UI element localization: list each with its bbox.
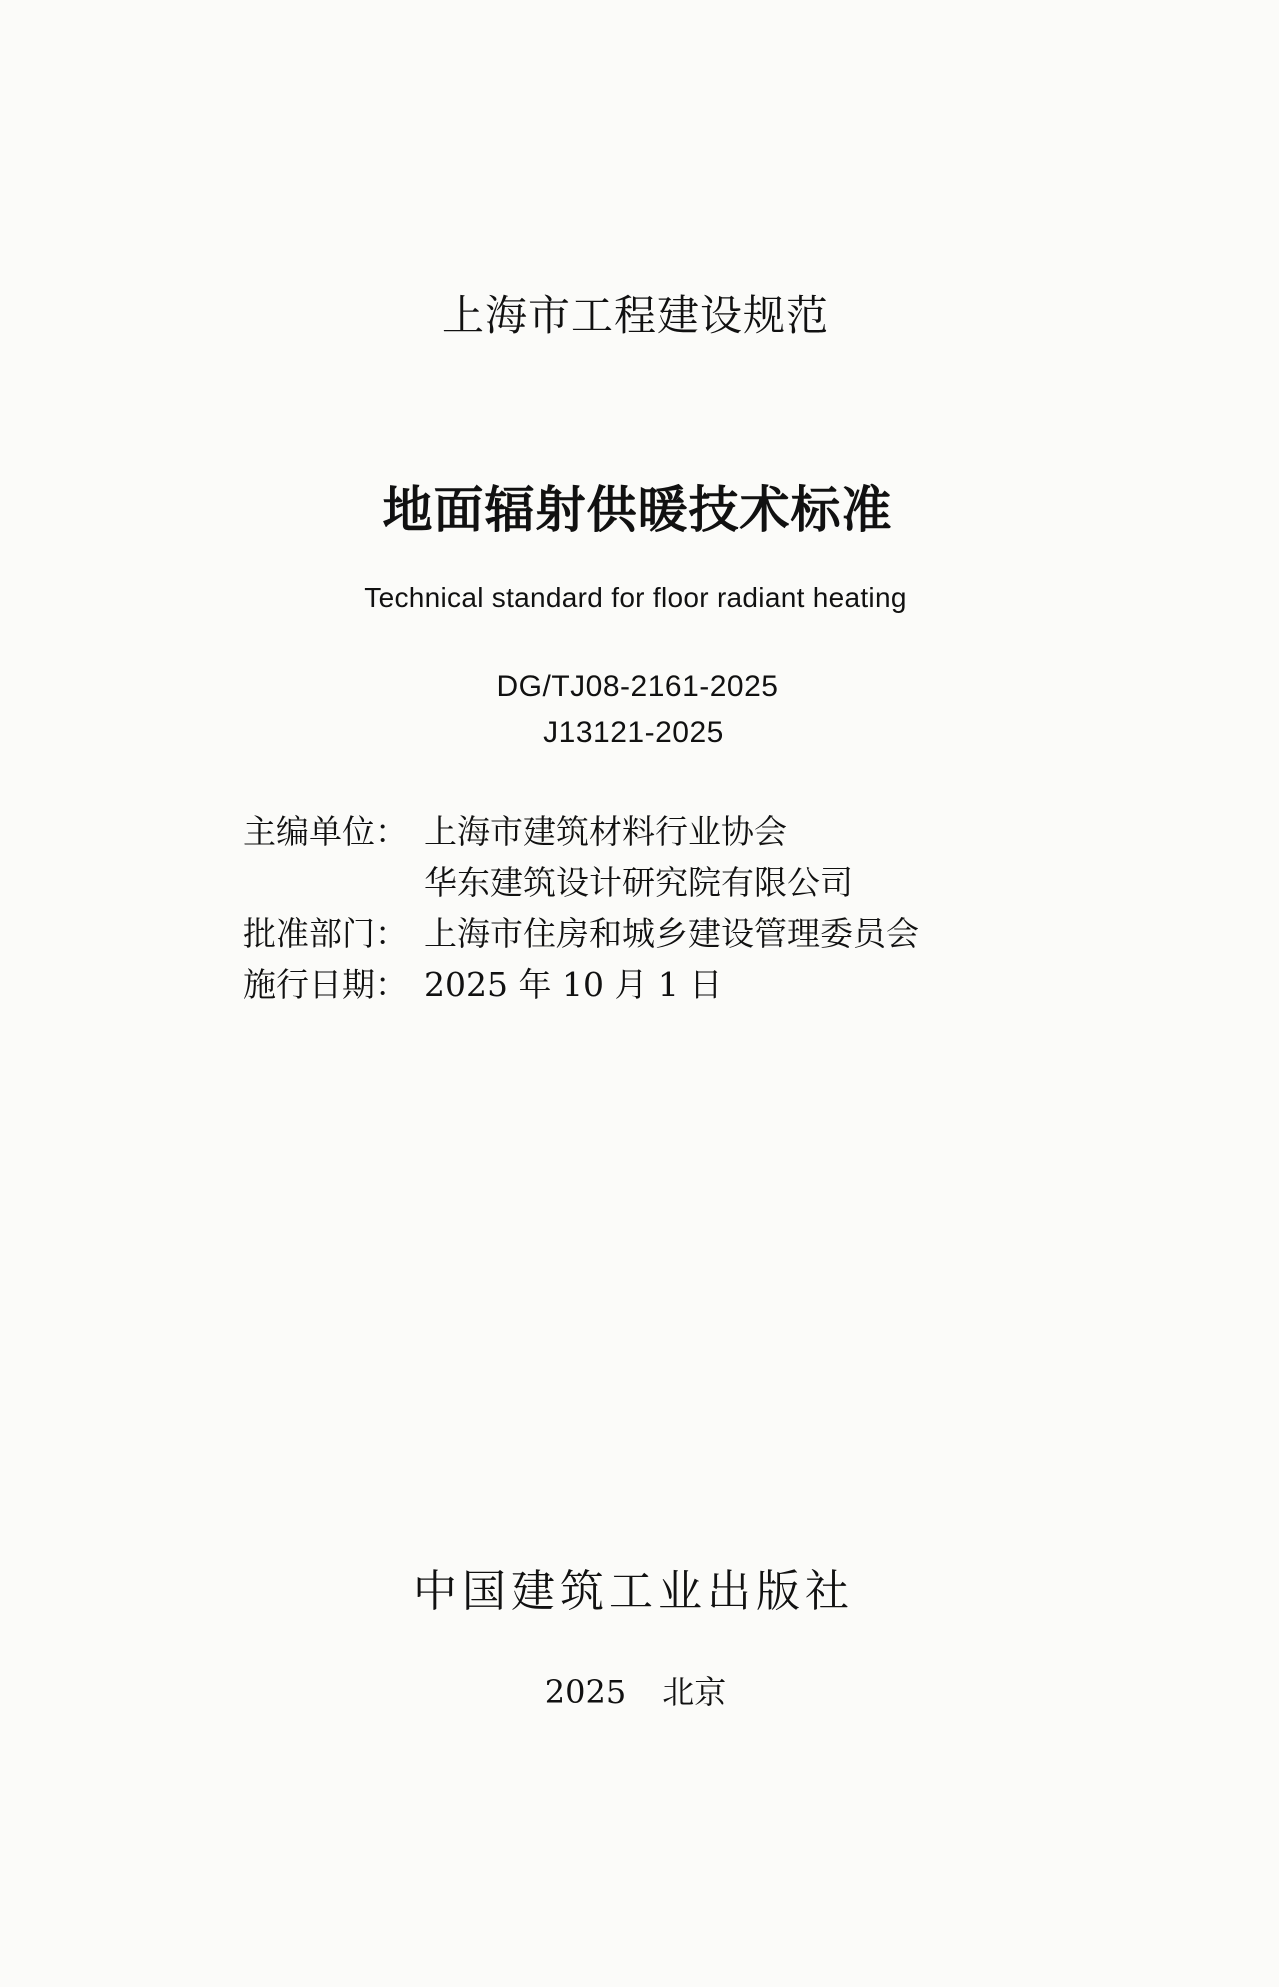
effective-date: 2025 年 10 月 1 日 bbox=[424, 965, 723, 1004]
standard-title-chinese: 地面辐射供暖技术标准 bbox=[382, 481, 893, 539]
approval-row bbox=[243, 908, 919, 959]
record-code: J13121-2025 bbox=[543, 716, 724, 749]
publication-city: 北京 bbox=[662, 1673, 727, 1711]
effective-date-row bbox=[243, 959, 919, 1010]
standard-title-english: Technical standard for floor radiant heating bbox=[364, 582, 907, 613]
chief-editor-unit: 上海市建筑材料行业协会 bbox=[424, 812, 787, 851]
standard-code: DG/TJ08-2161-2025 bbox=[496, 670, 779, 703]
publication-year: 2025 bbox=[544, 1673, 627, 1711]
chief-editor-row bbox=[243, 806, 919, 908]
chief-editor-unit: 华东建筑设计研究院有限公司 bbox=[424, 863, 853, 902]
publisher-name: 中国建筑工业出版社 bbox=[413, 1566, 854, 1617]
approval-department: 上海市住房和城乡建设管理委员会 bbox=[424, 914, 919, 953]
chief-editor-values bbox=[424, 806, 853, 908]
approval-label: 批准部门： bbox=[243, 914, 408, 953]
publication-info bbox=[243, 806, 919, 1010]
chief-editor-label: 主编单位： bbox=[243, 812, 408, 851]
publication-place bbox=[0, 1667, 1275, 1713]
effective-date-label: 施行日期： bbox=[243, 965, 408, 1004]
series-title: 上海市工程建设规范 bbox=[441, 291, 829, 340]
